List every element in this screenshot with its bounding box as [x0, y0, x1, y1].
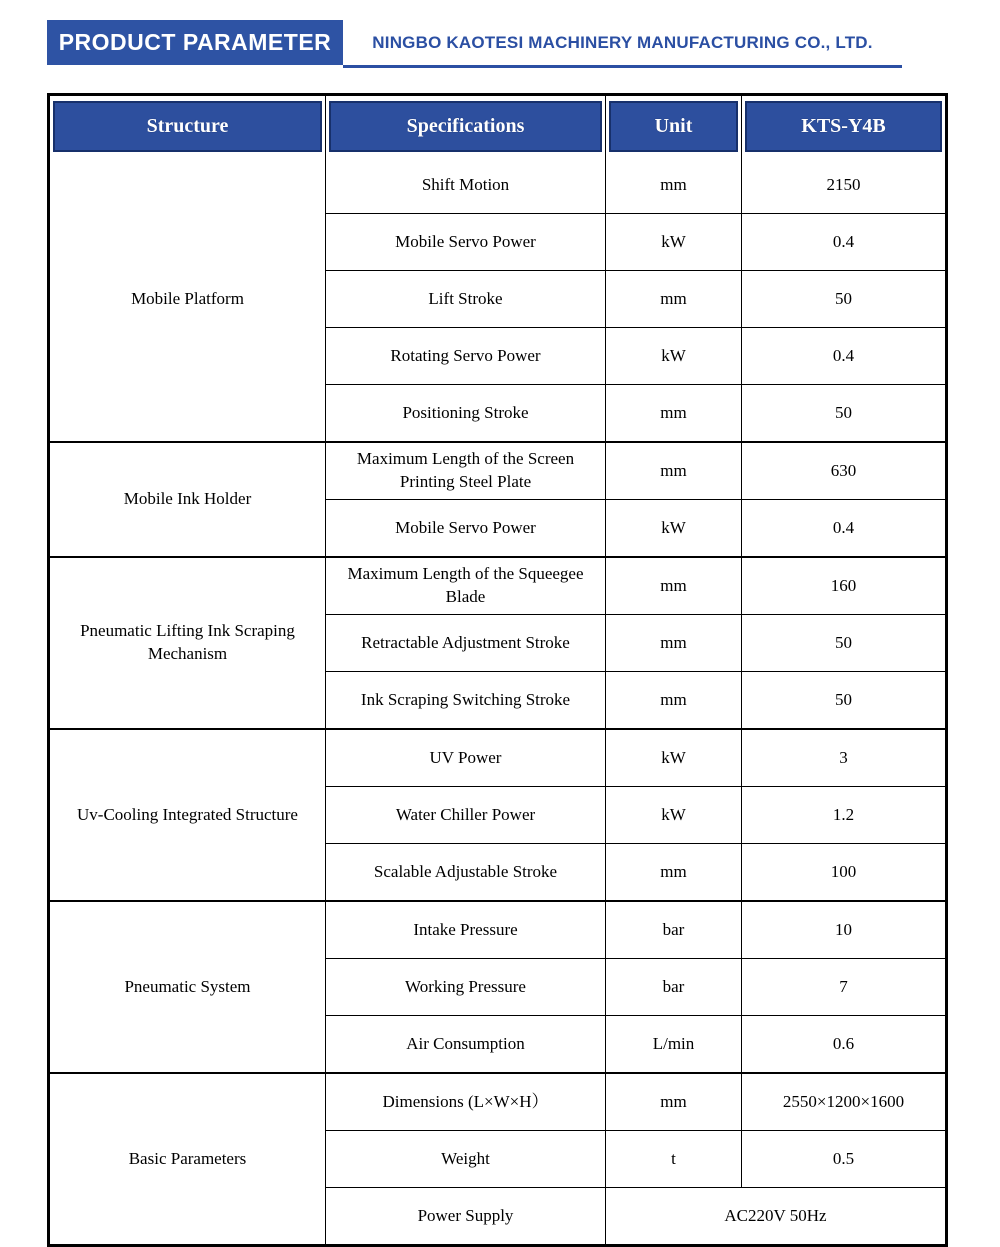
- unit-cell: mm: [606, 385, 742, 443]
- value-cell: 0.5: [742, 1131, 945, 1188]
- value-cell: 100: [742, 844, 945, 902]
- column-header-structure: Structure: [50, 96, 326, 157]
- value-cell: 630: [742, 443, 945, 500]
- spec-cell: Ink Scraping Switching Stroke: [326, 672, 606, 730]
- structure-cell: Uv-Cooling Integrated Structure: [50, 730, 326, 902]
- spec-cell: Air Consumption: [326, 1016, 606, 1074]
- value-cell: 160: [742, 558, 945, 615]
- table-row: [50, 157, 945, 214]
- unit-cell: kW: [606, 730, 742, 787]
- unit-cell: kW: [606, 214, 742, 271]
- value-cell: 10: [742, 902, 945, 959]
- value-cell: 3: [742, 730, 945, 787]
- value-cell: 0.6: [742, 1016, 945, 1074]
- unit-cell: mm: [606, 1074, 742, 1131]
- value-cell: 2550×1200×1600: [742, 1074, 945, 1131]
- value-cell: 1.2: [742, 787, 945, 844]
- table-row: [50, 730, 945, 787]
- value-cell: 0.4: [742, 214, 945, 271]
- column-header-unit: Unit: [606, 96, 742, 157]
- spec-cell: Mobile Servo Power: [326, 500, 606, 558]
- unit-cell: mm: [606, 558, 742, 615]
- unit-cell: kW: [606, 500, 742, 558]
- structure-cell: Basic Parameters: [50, 1074, 326, 1244]
- spec-cell: Mobile Servo Power: [326, 214, 606, 271]
- unit-cell: kW: [606, 328, 742, 385]
- product-parameter-banner: [47, 20, 343, 65]
- table-row: [50, 902, 945, 959]
- value-cell: 50: [742, 271, 945, 328]
- value-cell: 50: [742, 672, 945, 730]
- spec-cell: Working Pressure: [326, 959, 606, 1016]
- spec-cell: Maximum Length of the Screen Printing Steel Plate: [326, 443, 606, 500]
- spec-cell: Weight: [326, 1131, 606, 1188]
- spec-cell: Maximum Length of the Squeegee Blade: [326, 558, 606, 615]
- unit-cell: bar: [606, 959, 742, 1016]
- header-divider-line: [343, 65, 902, 68]
- table-row: [50, 1074, 945, 1131]
- value-cell: 0.4: [742, 500, 945, 558]
- unit-cell: t: [606, 1131, 742, 1188]
- spec-cell: Dimensions (L×W×H）: [326, 1074, 606, 1131]
- value-cell: 50: [742, 385, 945, 443]
- unit-cell: bar: [606, 902, 742, 959]
- power-supply-value-cell: AC220V 50Hz: [606, 1188, 945, 1244]
- spec-cell: Rotating Servo Power: [326, 328, 606, 385]
- unit-cell: mm: [606, 443, 742, 500]
- unit-cell: mm: [606, 672, 742, 730]
- unit-cell: mm: [606, 615, 742, 672]
- unit-cell: mm: [606, 271, 742, 328]
- column-header-model: KTS-Y4B: [742, 96, 945, 157]
- value-cell: 50: [742, 615, 945, 672]
- spec-cell: Lift Stroke: [326, 271, 606, 328]
- spec-cell: Water Chiller Power: [326, 787, 606, 844]
- spec-cell: Positioning Stroke: [326, 385, 606, 443]
- structure-cell: Pneumatic Lifting Ink Scraping Mechanism: [50, 558, 326, 730]
- spec-cell: UV Power: [326, 730, 606, 787]
- company-name: NINGBO KAOTESI MACHINERY MANUFACTURING CO., LTD.: [372, 32, 873, 52]
- spec-cell: Power Supply: [326, 1188, 606, 1244]
- structure-cell: Pneumatic System: [50, 902, 326, 1074]
- unit-cell: kW: [606, 787, 742, 844]
- table-header-row: [50, 96, 945, 157]
- value-cell: 2150: [742, 157, 945, 214]
- spec-cell: Retractable Adjustment Stroke: [326, 615, 606, 672]
- table-row: [50, 558, 945, 615]
- unit-cell: L/min: [606, 1016, 742, 1074]
- parameter-table-frame: [47, 93, 948, 1247]
- column-header-specifications: Specifications: [326, 96, 606, 157]
- unit-cell: mm: [606, 844, 742, 902]
- spec-cell: Intake Pressure: [326, 902, 606, 959]
- spec-cell: Shift Motion: [326, 157, 606, 214]
- page-title: PRODUCT PARAMETER: [58, 29, 332, 55]
- value-cell: 7: [742, 959, 945, 1016]
- spec-cell: Scalable Adjustable Stroke: [326, 844, 606, 902]
- value-cell: 0.4: [742, 328, 945, 385]
- structure-cell: Mobile Platform: [50, 157, 326, 443]
- table-row: [50, 443, 945, 500]
- structure-cell: Mobile Ink Holder: [50, 443, 326, 558]
- parameter-table: [50, 96, 945, 1244]
- unit-cell: mm: [606, 157, 742, 214]
